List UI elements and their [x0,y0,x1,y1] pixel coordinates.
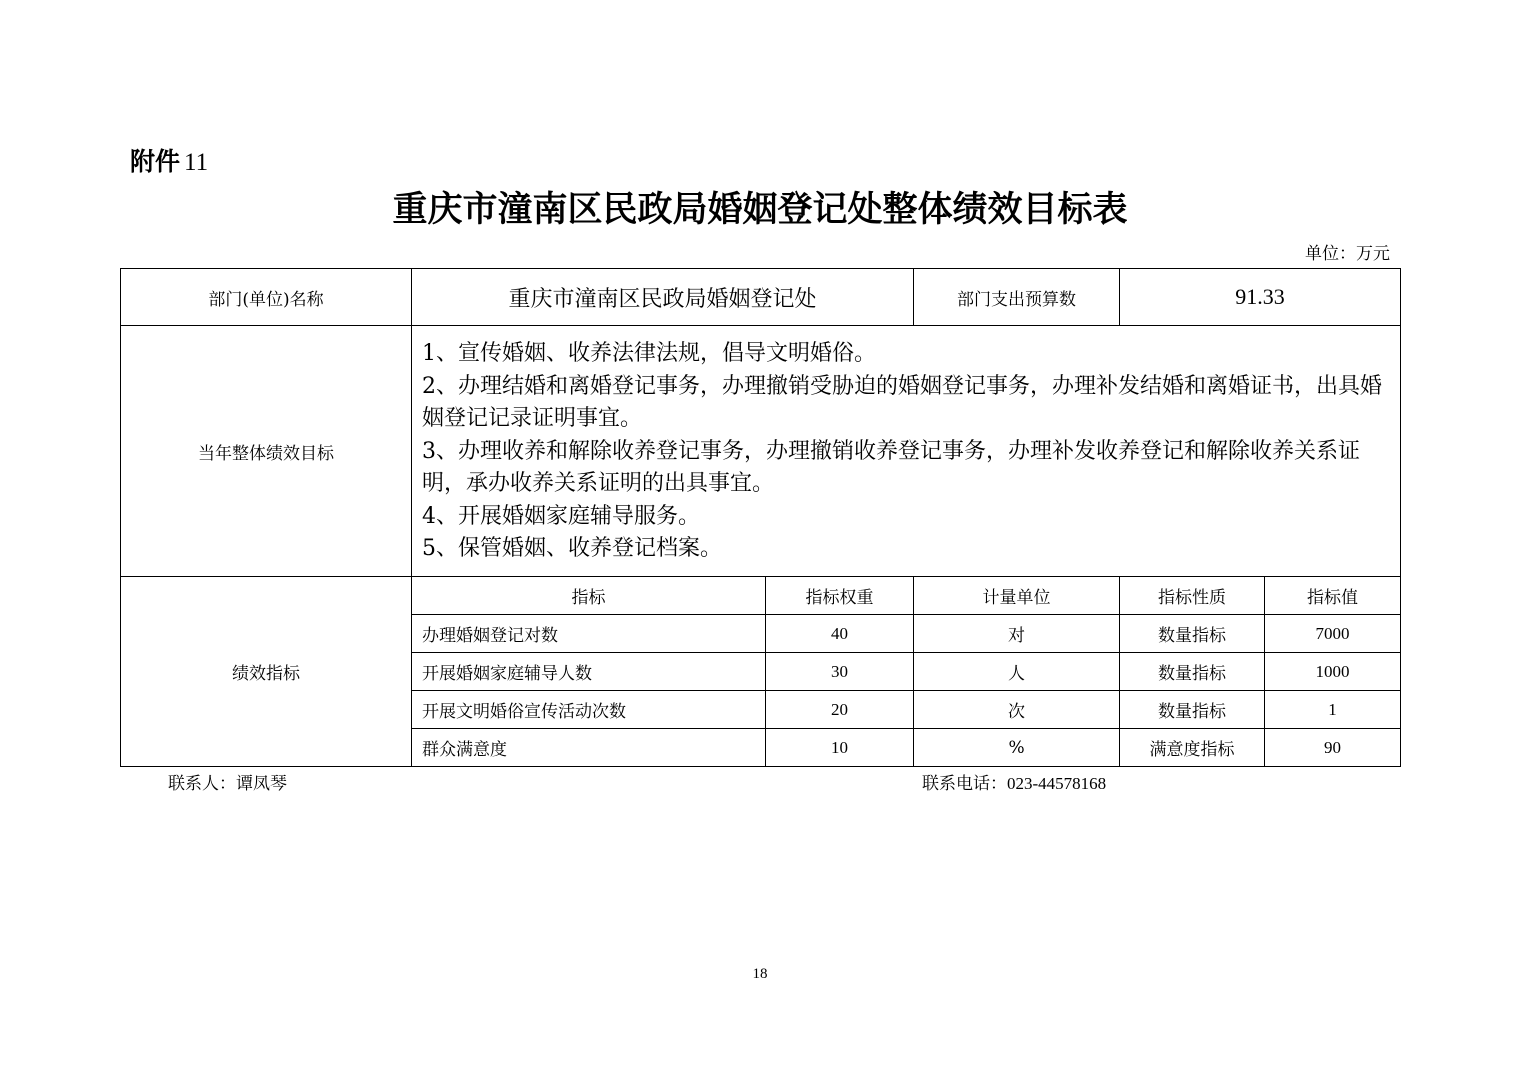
goal-label: 当年整体绩效目标 [121,326,412,577]
page-title: 重庆市潼南区民政局婚姻登记处整体绩效目标表 [392,189,1128,230]
indicator-value: 7000 [1265,615,1401,653]
indicator-unit: 人 [914,653,1120,691]
contact-phone [922,772,1106,796]
indicator-weight: 30 [766,653,914,691]
goal-item: 5、保管婚姻、收养登记档案。 [422,536,722,561]
header-weight: 指标权重 [766,577,914,615]
indicator-name: 群众满意度 [412,729,766,767]
page-number: 18 [752,966,768,982]
header-value: 指标值 [1265,577,1401,615]
indicator-label: 绩效指标 [121,577,412,767]
phone-label: 联系电话： [922,774,1007,794]
phone-number: 023-44578168 [1007,774,1107,793]
goals-text [412,326,1401,577]
indicator-value: 1000 [1265,653,1401,691]
attachment-label [130,144,208,181]
goal-item: 3、办理收养和解除收养登记事务，办理撤销收养登记事务，办理补发收养登记和解除收养关系证明，承办收养关系证明的出具事宜。 [422,438,1361,496]
indicator-nature: 数量指标 [1120,691,1265,729]
header-unit: 计量单位 [914,577,1120,615]
indicator-unit: 次 [914,691,1120,729]
indicator-weight: 20 [766,691,914,729]
budget-label: 部门支出预算数 [914,269,1120,326]
indicator-value: 1 [1265,691,1401,729]
header-indicator: 指标 [412,577,766,615]
indicator-name: 办理婚姻登记对数 [412,615,766,653]
unit-note: 单位：万元 [1305,244,1390,264]
performance-table [120,268,1401,767]
indicator-unit: % [914,729,1120,767]
indicator-nature: 数量指标 [1120,615,1265,653]
goals-row [121,326,1401,577]
budget-value: 91.33 [1120,269,1401,326]
attachment-number: 11 [184,149,209,176]
indicator-weight: 10 [766,729,914,767]
indicator-unit: 对 [914,615,1120,653]
header-nature: 指标性质 [1120,577,1265,615]
indicator-nature: 满意度指标 [1120,729,1265,767]
indicator-weight: 40 [766,615,914,653]
goal-item: 4、开展婚姻家庭辅导服务。 [422,503,700,529]
goal-item: 2、办理结婚和离婚登记事务，办理撤销受胁迫的婚姻登记事务，办理补发结婚和离婚证书，出具婚姻登记记录证明事宜。 [422,373,1383,431]
contact-person: 联系人：谭凤琴 [168,774,287,794]
indicator-nature: 数量指标 [1120,653,1265,691]
indicator-value: 90 [1265,729,1401,767]
indicator-name: 开展婚姻家庭辅导人数 [412,653,766,691]
indicator-header-row [121,577,1401,615]
goal-item: 1、宣传婚姻、收养法律法规，倡导文明婚俗。 [422,341,876,366]
dept-label: 部门(单位)名称 [121,269,412,326]
indicator-name: 开展文明婚俗宣传活动次数 [412,691,766,729]
dept-row [121,269,1401,326]
dept-name: 重庆市潼南区民政局婚姻登记处 [412,269,914,326]
attachment-word: 附件 [130,147,181,176]
